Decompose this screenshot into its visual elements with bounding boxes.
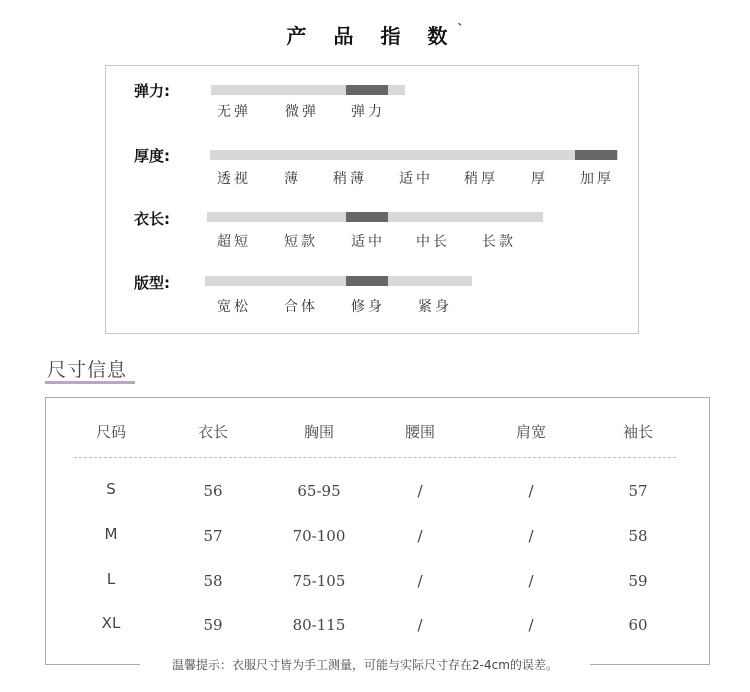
index-option: 修身 <box>351 299 385 315</box>
index-option: 稍薄 <box>333 171 367 187</box>
index-option: 透视 <box>217 171 251 187</box>
table-cell: 60 <box>628 616 648 634</box>
column-header: 尺码 <box>95 423 126 441</box>
table-cell: 57 <box>203 527 223 545</box>
index-track <box>210 150 618 160</box>
table-cell: S <box>106 480 116 498</box>
table-cell: 75-105 <box>292 572 346 590</box>
index-option: 超短 <box>217 234 251 250</box>
table-cell: / <box>417 527 423 545</box>
index-option: 紧身 <box>418 299 452 315</box>
table-cell: 70-100 <box>292 527 346 545</box>
table-cell: 57 <box>628 482 648 500</box>
title-text: 产 品 指 数 <box>286 24 458 48</box>
index-option: 适中 <box>351 234 385 250</box>
column-header: 袖长 <box>622 423 653 441</box>
index-indicator <box>346 212 388 222</box>
section-underline <box>45 381 135 384</box>
table-cell: / <box>528 616 534 634</box>
index-option: 加厚 <box>580 171 614 187</box>
column-header: 胸围 <box>303 423 334 441</box>
table-cell: 59 <box>203 616 223 634</box>
table-cell: 56 <box>203 482 223 500</box>
index-option: 无弹 <box>217 104 251 120</box>
table-cell: 58 <box>203 572 223 590</box>
table-cell: / <box>528 572 534 590</box>
table-cell: / <box>417 572 423 590</box>
index-option: 厚 <box>531 171 548 187</box>
index-option: 稍厚 <box>464 171 498 187</box>
index-option: 短款 <box>284 234 318 250</box>
index-option: 中长 <box>416 234 450 250</box>
index-indicator <box>346 276 388 286</box>
index-track <box>207 212 543 222</box>
page-title <box>0 20 750 49</box>
index-indicator <box>346 85 388 95</box>
index-label: 厚度: <box>134 147 170 165</box>
column-header: 衣长 <box>197 423 228 441</box>
table-cell: XL <box>101 614 121 632</box>
index-label: 衣长: <box>134 210 170 228</box>
index-track <box>205 276 472 286</box>
index-option: 宽松 <box>217 299 251 315</box>
table-cell: L <box>106 570 116 588</box>
index-label: 弹力: <box>134 82 170 100</box>
header-divider <box>74 457 676 458</box>
table-cell: 65-95 <box>297 482 341 500</box>
measurement-note: 温馨提示：衣服尺寸皆为手工测量，可能与实际尺寸存在2-4cm的误差。 <box>140 656 590 673</box>
table-cell: M <box>104 525 118 543</box>
table-cell: 59 <box>628 572 648 590</box>
table-cell: / <box>417 482 423 500</box>
column-header: 肩宽 <box>515 423 546 441</box>
table-cell: / <box>417 616 423 634</box>
index-option: 微弹 <box>285 104 319 120</box>
index-option: 合体 <box>284 299 318 315</box>
index-option: 薄 <box>284 171 301 187</box>
index-option: 适中 <box>399 171 433 187</box>
divider <box>590 664 710 665</box>
index-option: 弹力 <box>351 104 385 120</box>
table-cell: / <box>528 527 534 545</box>
index-indicator <box>575 150 617 160</box>
index-track <box>211 85 405 95</box>
divider <box>45 664 140 665</box>
size-section-title: 尺寸信息 <box>47 359 128 381</box>
table-cell: 80-115 <box>292 616 346 634</box>
table-cell: 58 <box>628 527 648 545</box>
index-option: 长款 <box>482 234 516 250</box>
title-mark: ˋ <box>457 22 464 36</box>
table-cell: / <box>528 482 534 500</box>
column-header: 腰围 <box>404 423 435 441</box>
index-label: 版型: <box>134 274 170 292</box>
